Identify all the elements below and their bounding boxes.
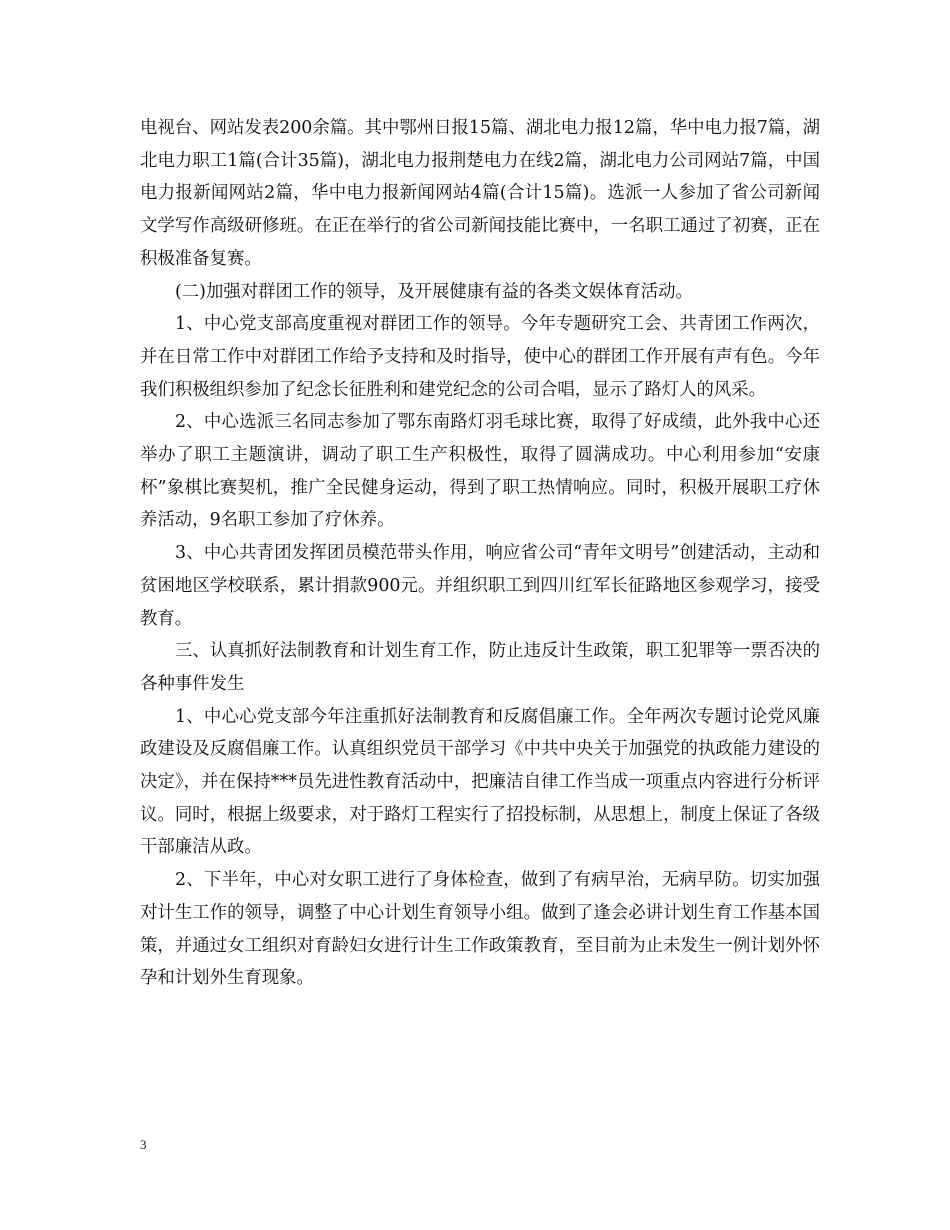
document-body	[140, 112, 820, 995]
paragraph: 2、中心选派三名同志参加了鄂东南路灯羽毛球比赛，取得了好成绩，此外我中心还举办了职工主题演讲，调动了职工生产积极性，取得了圆满成功。中心利用参加“安康杯”象棋比赛契机，推广全民健身运动，得到了职工热情响应。同时，积极开展职工疗休养活动，9名职工参加了疗休养。	[140, 412, 820, 531]
paragraph: 2、下半年，中心对女职工进行了身体检查，做到了有病早治，无病早防。切实加强对计生工作的领导，调整了中心计划生育领导小组。做到了逢会必讲计划生育工作基本国策，并通过女工组织对育龄妇女进行计生工作政策教育，至目前为止未发生一例计划外怀孕和计划外生育现象。	[140, 870, 820, 989]
paragraph-section-heading: 三、认真抓好法制教育和计划生育工作，防止违反计生政策，职工犯罪等一票否决的各种事件发生	[140, 641, 820, 694]
paragraph: 3、中心共青团发挥团员模范带头作用，响应省公司“青年文明号”创建活动，主动和贫困地区学校联系，累计捐款900元。并组织职工到四川红军长征路地区参观学习，接受教育。	[140, 543, 820, 629]
paragraph-continued: 电视台、网站发表200余篇。其中鄂州日报15篇、湖北电力报12篇，华中电力报7篇，湖北电力职工1篇(合计35篇)，湖北电力报荆楚电力在线2篇，湖北电力公司网站7篇，中国电力报新闻网站2篇，华中电力报新闻网站4篇(合计15篇)。选派一人参加了省公司新闻文学写作高级研修班。在正在举行的省公司新闻技能比赛中，一名职工通过了初赛，正在积极准备复赛。	[140, 118, 820, 269]
paragraph: 1、中心党支部高度重视对群团工作的领导。今年专题研究工会、共青团工作两次，并在日常工作中对群团工作给予支持和及时指导，使中心的群团工作开展有声有色。今年我们积极组织参加了纪念长征胜利和建党纪念的公司合唱，显示了路灯人的风采。	[140, 314, 820, 400]
page-number: 3	[140, 1137, 147, 1152]
paragraph-section-heading: (二)加强对群团工作的领导，及开展健康有益的各类文娱体育活动。	[175, 281, 693, 302]
paragraph: 1、中心心党支部今年注重抓好法制教育和反腐倡廉工作。全年两次专题讨论党风廉政建设及反腐倡廉工作。认真组织党员干部学习《中共中央关于加强党的执政能力建设的决定》，并在保持***员先进性教育活动中，把廉洁自律工作当成一项重点内容进行分析评议。同时，根据上级要求，对于路灯工程实行了招投标制，从思想上，制度上保证了各级干部廉洁从政。	[140, 706, 820, 858]
